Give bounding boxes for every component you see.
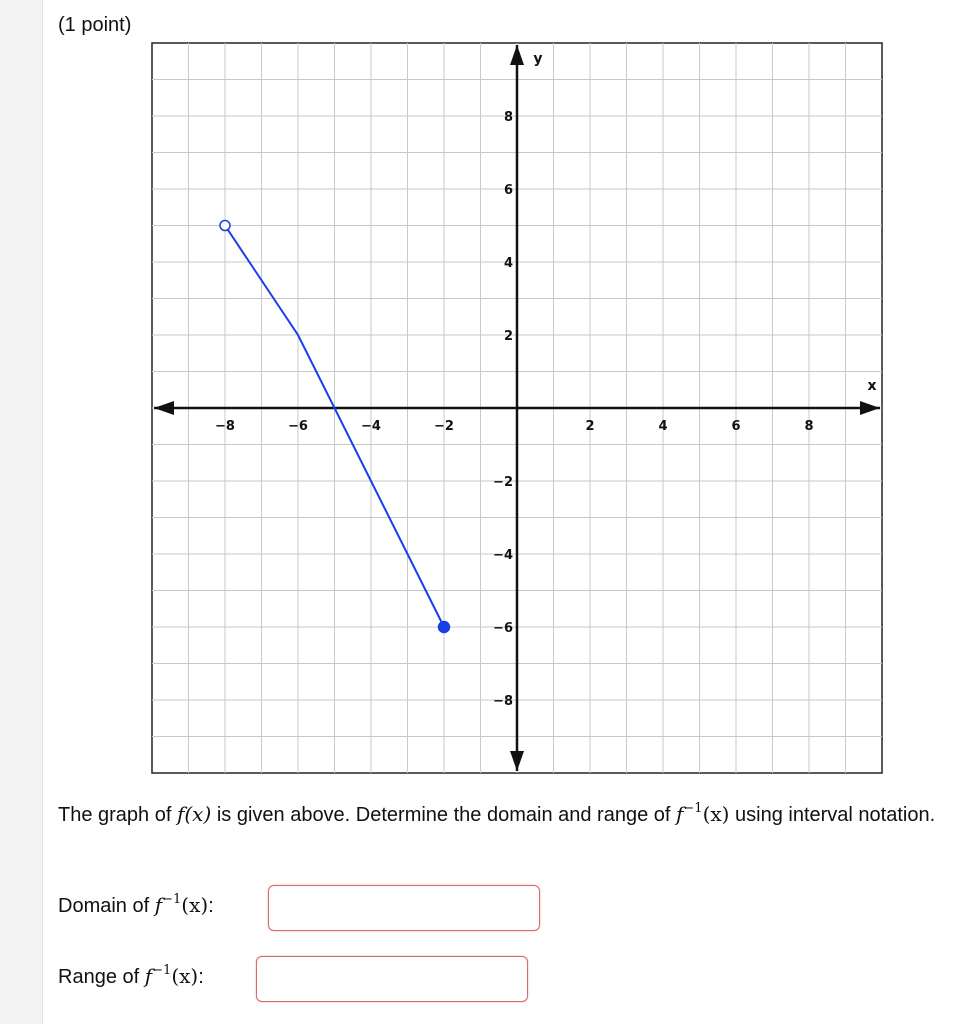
question-intro: The graph of: [58, 804, 177, 826]
points-label: (1 point): [58, 14, 132, 36]
x-tick-label: 6: [731, 419, 741, 434]
y-axis-label: y: [533, 51, 543, 67]
question-text: [58, 798, 938, 832]
question-end: using interval notation.: [729, 804, 936, 826]
question-mid: is given above. Determine the domain and range of: [211, 804, 676, 826]
x-tick-label: 4: [658, 419, 668, 434]
x-tick-label: −4: [361, 419, 381, 434]
closed-endpoint: [439, 622, 450, 633]
y-tick-label: 6: [503, 183, 513, 198]
y-tick-label: −6: [493, 621, 513, 636]
y-tick-label: 2: [503, 329, 513, 344]
domain-label: Domain of $f^{-1}(x)$:: [58, 892, 214, 917]
x-tick-label: 2: [585, 419, 595, 434]
domain-input[interactable]: [268, 885, 540, 931]
finverse-expression: $f^{-1}(x)$: [676, 801, 730, 826]
x-axis-label: x: [867, 378, 877, 394]
x-tick-label: 8: [804, 419, 814, 434]
fx-expression: f(x): [176, 802, 212, 826]
open-endpoint: [220, 221, 230, 231]
x-tick-label: −6: [288, 419, 308, 434]
x-tick-label: −2: [434, 419, 454, 434]
y-tick-label: 8: [503, 110, 513, 125]
range-label: Range of $f^{-1}(x)$:: [58, 963, 204, 988]
y-tick-label: −8: [493, 694, 513, 709]
y-tick-label: −2: [493, 475, 513, 490]
range-input[interactable]: [256, 956, 528, 1002]
y-tick-label: −4: [493, 548, 513, 563]
x-tick-label: −8: [215, 419, 235, 434]
y-tick-label: 4: [503, 256, 513, 271]
